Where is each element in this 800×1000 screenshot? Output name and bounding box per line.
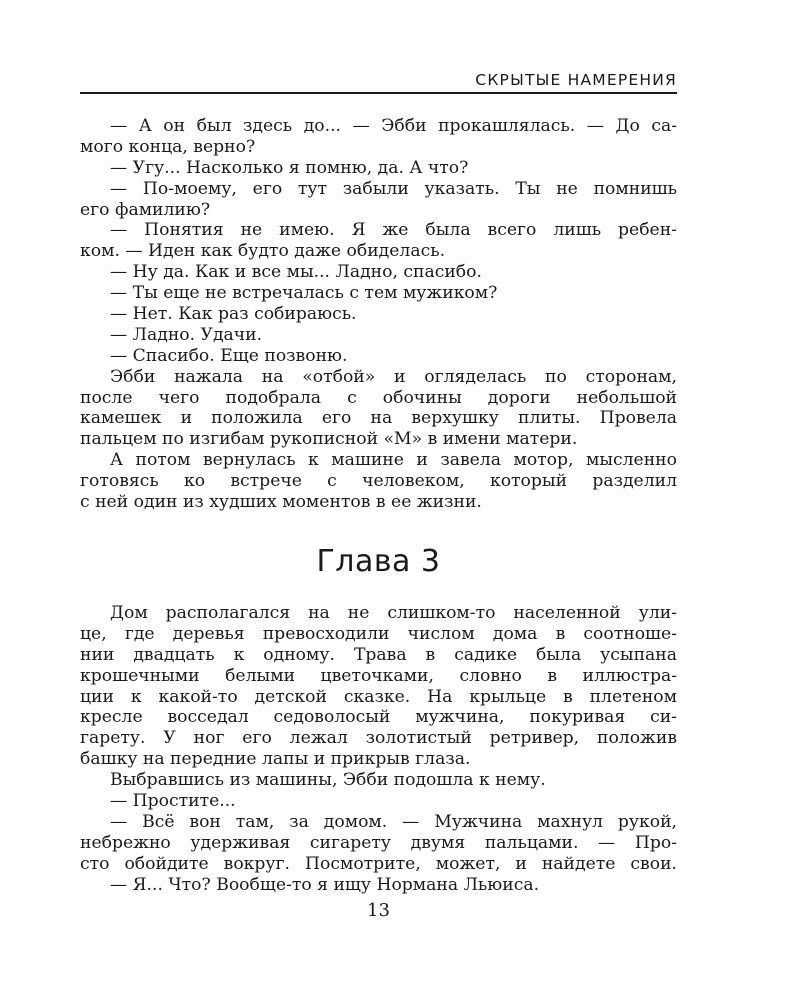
text-line: Выбравшись из машины, Эбби подошла к нему. (110, 770, 546, 791)
text-line: — Простите... (110, 791, 236, 812)
text-line: кресле восседал седоволосый мужчина, покуривая си- (80, 707, 677, 728)
chapter-title: Глава 3 (316, 544, 441, 579)
text-line: — Ладно. Удачи. (110, 324, 263, 345)
text-line: — По-моему, его тут забыли указать. Ты не помнишь (110, 178, 677, 199)
text-line: Эбби нажала на «отбой» и огляделась по сторонам, (110, 366, 677, 387)
text-line: — А он был здесь до... — Эбби прокашлялась. — До са- (110, 116, 677, 136)
text-line: нии двадцать к одному. Трава в садике была усыпана (80, 644, 677, 665)
text-line: ком. — Иден как будто даже обиделась. (80, 241, 446, 262)
running-title: СКРЫТЫЕ НАМЕРЕНИЯ (475, 71, 677, 89)
text-line: А потом вернулась к машине и завела мотор, мысленно (110, 450, 677, 471)
text-block-bottom (80, 603, 677, 895)
text-line: мого конца, верно? (80, 136, 256, 157)
page-number: 13 (367, 900, 390, 921)
text-line: небрежно удерживая сигарету двумя пальцами. — Про- (80, 832, 677, 853)
text-line: це, где деревья превосходили числом дома в соотноше- (80, 623, 677, 644)
text-line: камешек и положила его на верхушку плиты. Провела (80, 408, 677, 429)
text-line: башку на передние лапы и прикрыв глаза. (80, 749, 471, 770)
text-line: сто обойдите вокруг. Посмотрите, может, и найдете свои. (80, 853, 677, 874)
text-line: — Угу... Насколько я помню, да. А что? (110, 157, 469, 178)
text-line: — Понятия не имею. Я же была всего лишь ребен- (110, 220, 677, 241)
text-line: после чего подобрала с обочины дороги небольшой (80, 387, 677, 408)
text-line: пальцем по изгибам рукописной «М» в имени матери. (80, 429, 578, 450)
text-line: ции к какой-то детской сказке. На крыльце в плетеном (80, 686, 677, 707)
text-line: его фамилию? (80, 199, 211, 220)
text-line: с ней один из худших моментов в ее жизни. (80, 492, 482, 513)
text-line: готовясь ко встрече с человеком, который разделил (80, 471, 677, 492)
text-line: гарету. У ног его лежал золотистый ретривер, положив (80, 728, 677, 749)
text-line: — Ну да. Как и все мы... Ладно, спасибо. (110, 262, 482, 283)
text-line: — Я... Что? Вообще-то я ищу Нормана Льюиса. (110, 874, 540, 895)
running-header (80, 70, 677, 94)
text-line: — Нет. Как раз собираюсь. (110, 304, 357, 325)
text-line: — Ты еще не встречалась с тем мужиком? (110, 283, 498, 304)
text-line: — Спасибо. Еще позвоню. (110, 345, 348, 366)
text-block-top (80, 116, 677, 513)
text-line: крошечными белыми цветочками, словно в иллюстра- (80, 665, 677, 686)
text-line: — Всё вон там, за домом. — Мужчина махнул рукой, (110, 811, 677, 832)
text-line: Дом располагался на не слишком-то населенной ули- (110, 603, 677, 623)
